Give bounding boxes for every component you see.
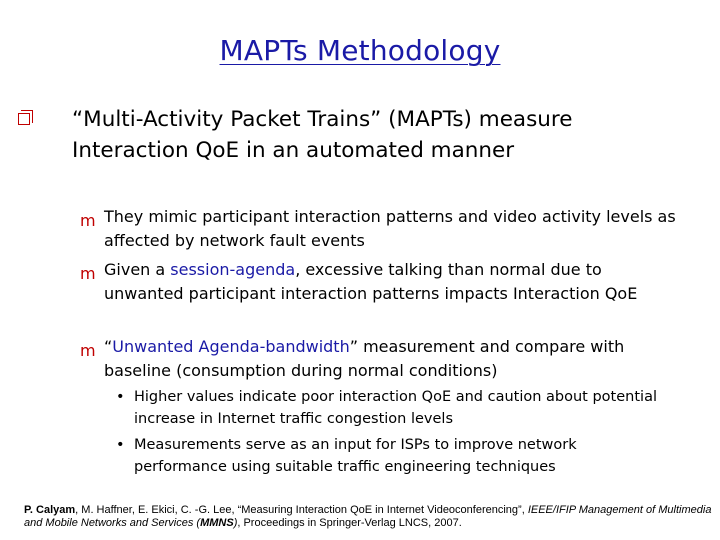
sub-sub-bullet-2 — [116, 434, 664, 478]
sub-bullet-text-after: ” measurement and compare with baseline (consumption during normal conditions) — [104, 337, 625, 380]
reference-citation — [24, 504, 714, 530]
reference-tail: , Proceedings in Springer-Verlag LNCS, 2007. — [237, 517, 462, 529]
bullet-main-text: “Multi-Activity Packet Trains” (MAPTs) measure Interaction QoE in an automated manner — [72, 107, 573, 163]
sub-bullet-1 — [80, 205, 684, 253]
sub-sub-bullet-1 — [116, 386, 664, 430]
sub-bullet-3 — [80, 335, 684, 383]
sub-sub-bullet-text: Higher values indicate poor interaction QoE and caution about potential increase in Internet traffic congestion levels — [134, 389, 657, 427]
square-checkbox-icon — [18, 113, 30, 125]
sub-bullet-text: They mimic participant interaction patterns and video activity levels as affected by network fault events — [104, 207, 676, 250]
bullet-marker-icon: m — [80, 341, 96, 360]
bullet-dot-icon: • — [116, 437, 125, 453]
sub-bullet-text-before: Given a — [104, 260, 171, 279]
sub-bullet-text-before: “ — [104, 337, 113, 356]
slide-title: MAPTs Methodology — [219, 34, 501, 67]
sub-bullet-2 — [80, 258, 684, 306]
reference-venue: IEEE/IFIP Management of Multimedia and Mobile Networks and Services ( — [24, 504, 712, 529]
bullet-marker-icon: m — [80, 211, 96, 230]
bullet-dot-icon: • — [116, 389, 125, 405]
reference-venue-abbr: MMNS — [200, 517, 234, 529]
term-session-agenda: session-agenda — [170, 260, 296, 279]
reference-venue-close: ) — [233, 517, 238, 529]
bullet-main — [72, 104, 692, 166]
sub-bullet-text-after: , excessive talking than normal due to unwanted participant interaction patterns impacts Interaction QoE — [104, 260, 638, 303]
bullet-marker-icon: m — [80, 264, 96, 283]
term-unwanted-agenda-bandwidth: Unwanted Agenda-bandwidth — [112, 337, 350, 356]
reference-author: P. Calyam — [24, 504, 76, 516]
sub-sub-bullet-text: Measurements serve as an input for ISPs to improve network performance using suitable traffic engineering techniques — [134, 437, 577, 475]
reference-authors: , M. Haffner, E. Ekici, C. -G. Lee, “Measuring Interaction QoE in Internet Videoconferencing”, — [75, 504, 528, 516]
